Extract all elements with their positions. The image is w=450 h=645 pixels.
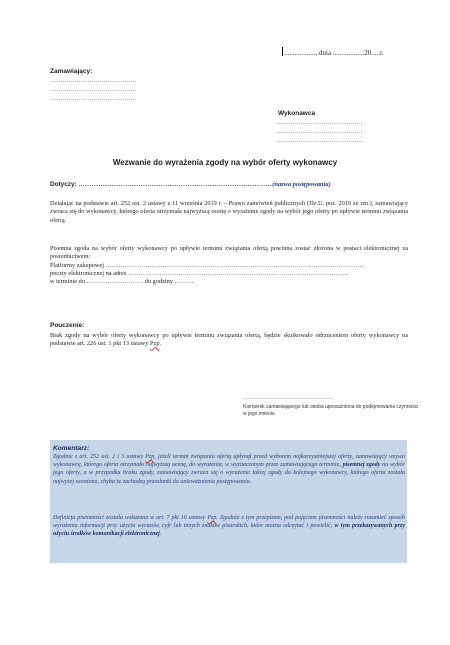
wykonawca-line-3: …………………………………… (276, 138, 363, 144)
komentarz-p2-bold: w tym przekazywanych przy użyciu środków komunikacji elektronicznej (53, 523, 405, 538)
signature-caption: Kierownik zamawiającego lub osoba upoważniona do podejmowania czynności w jego imieniu (243, 404, 419, 417)
dotyczy-dots: …………………………………………………………………………… (78, 181, 273, 188)
komentarz-label: Komentarz: (53, 445, 90, 452)
deadline-line: w terminie do ……………………… do godziny ……… (50, 278, 194, 286)
dotyczy-label: Dotyczy: (50, 181, 77, 188)
zamawiajacy-line-2: …………………………………… (50, 87, 137, 93)
pouczenie-text-end: . (159, 340, 162, 348)
date-line (282, 47, 384, 57)
email-line: poczty elektronicznej na adres …………………………………………………………………………………………… (50, 269, 349, 277)
komentarz-p2-b: . Zgodnie z tym przepisem, pod pojęciem pisemności należy rozumieć sposób wyrażenia informacji przy użyciu wyrazów, cyfr lub innych znaków pisarskich, które można odczytać i powielić, (53, 515, 405, 530)
platform-line: Platformy zakupowej …………………………………………………………………………………………………………… (50, 261, 364, 269)
komentarz-p2-c: . (159, 531, 162, 538)
wykonawca-line-2: …………………………………… (276, 129, 363, 135)
komentarz-p2-a: Definicja pisemności została wskazana w art. 7 pkt 16 ustawy (53, 515, 206, 521)
pouczenie-text (50, 332, 408, 349)
pzp-abbrev: Pzp (145, 454, 155, 460)
zamawiajacy-line-3: …………………………………… (50, 96, 137, 102)
pouczenie-label: Pouczenie: (50, 322, 85, 329)
komentarz-p1-bold: pisemnej zgody (342, 462, 381, 469)
document-title: Wezwanie do wyrażenia zgody na wybór oferty wykonawcy (112, 158, 338, 167)
nazwa-postepowania: (nazwa postępowania) (272, 181, 331, 188)
text-cursor (282, 47, 283, 56)
komentarz-paragraph-1 (53, 453, 405, 486)
komentarz-p1-a: Zgodnie z art. 252 ust. 2 i 3 ustawy (53, 454, 144, 460)
komentarz-p1-b: , jeżeli termin związania ofertą upłynął przed wyborem najkorzystniejszej oferty, zamawiający wzywa wykonawcę, którego oferta otrzymało najwyższą ocenę, do wyrażenia, w wyznaczonym przez zamawiającego terminie, (53, 454, 405, 469)
submission-intro: Pisemna zgoda na wybór oferty wykonawcy po upływie terminu związania ofertą powinna zostać złożona w postaci elektronicznej za pośrednictwem: (50, 245, 408, 261)
komentarz-p1-c: na wybór jego oferty, a w przypadku braku zgody, zamawiający zwraca się o wyrażenie takiej zgody do kolejnego wykonawcy, którego oferta została najwyżej oceniona, chyba że zachodzą przesłanki do unieważnienia postępowania. (53, 462, 406, 485)
signature-line: ……………………………………… (243, 395, 333, 401)
pzp-abbrev: Pzp (150, 340, 160, 348)
dotyczy-line (50, 181, 331, 188)
pzp-abbrev: Pzp (207, 515, 217, 521)
paragraph-submission (50, 245, 408, 286)
zamawiajacy-label: Zamawiający: (50, 68, 93, 75)
pouczenie-text-main: Brak zgody na wybór oferty wykonawcy po upływie terminu związania ofertą, będzie skutkowało odrzuceniem oferty wykonawcy na podstawie art. 226 ust. 1 pkt 13 ustawy (50, 332, 408, 348)
date-line-text: .................., dnia ..................20.....r. (284, 49, 384, 57)
paragraph-legal-basis: Działając na podstawie art. 252 ust. 2 ustawy z 11 września 2019 r. – Prawo zamówień publicznych (Dz.U. poz. 2019 ze zm.), zamawiający zwraca się do wykonawcy, którego oferta otrzymała najwyższą ocenę o wyrażenie zgody na wybór jego oferty po upływie terminu związania ofertą. (50, 200, 408, 224)
zamawiajacy-line-1: …………………………………… (50, 78, 137, 84)
wykonawca-label: Wykonawca (278, 110, 316, 117)
komentarz-paragraph-2 (53, 514, 405, 539)
wykonawca-line-1: …………………………………… (276, 120, 363, 126)
